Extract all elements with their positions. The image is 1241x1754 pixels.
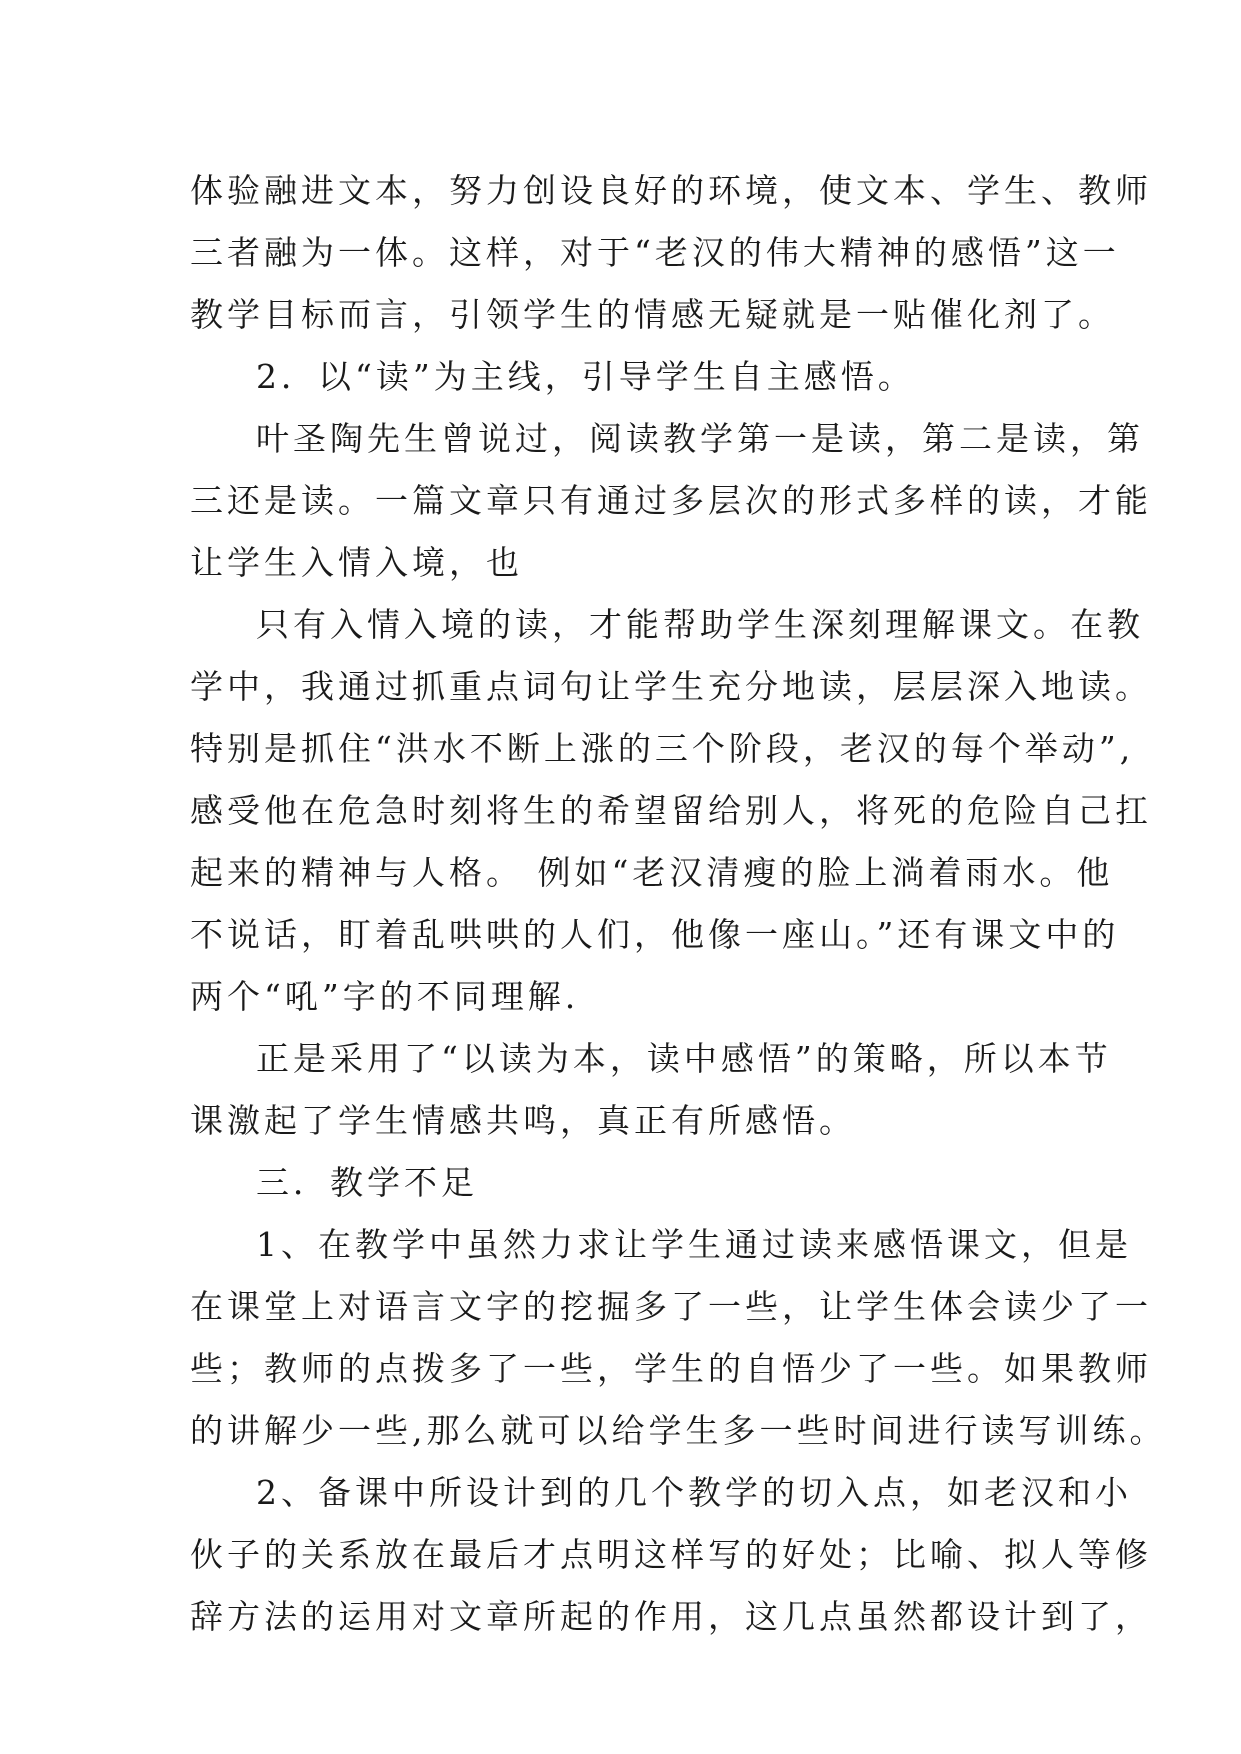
text-line: 两个“吼”字的不同理解. (190, 977, 580, 1016)
text-line: 2、备课中所设计到的几个教学的切入点，如老汉和小 (256, 1473, 1132, 1512)
text-line: 三者融为一体。这样，对于“老汉的伟大精神的感悟”这一 (190, 233, 1120, 272)
text-line: 体验融进文本，努力创设良好的环境，使文本、学生、教师 (190, 171, 1152, 210)
text-line: 些；教师的点拨多了一些，学生的自悟少了一些。如果教师 (190, 1349, 1152, 1388)
text-line: 三还是读。一篇文章只有通过多层次的形式多样的读，才能 (190, 481, 1152, 520)
text-line: 正是采用了“以读为本，读中感悟”的策略，所以本节 (256, 1039, 1112, 1078)
text-line: 不说话，盯着乱哄哄的人们，他像一座山。”还有课文中的 (190, 915, 1120, 954)
document-body (190, 160, 1167, 1648)
text-line: 教学目标而言，引领学生的情感无疑就是一贴催化剂了。 (190, 295, 1115, 334)
text-line: 叶圣陶先生曾说过，阅读教学第一是读，第二是读，第 (256, 419, 1144, 458)
text-line: 让学生入情入境，也 (190, 543, 523, 582)
text-line: 课激起了学生情感共鸣，真正有所感悟。 (190, 1101, 856, 1140)
text-line: 伙子的关系放在最后才点明这样写的好处；比喻、拟人等修 (190, 1535, 1152, 1574)
section-heading: 三．教学不足 (256, 1163, 478, 1202)
text-line: 在课堂上对语言文字的挖掘多了一些，让学生体会读少了一 (190, 1287, 1152, 1326)
text-line: 感受他在危急时刻将生的希望留给别人，将死的危险自己扛 (190, 791, 1152, 830)
section-heading: 2．以“读”为主线，引导学生自主感悟。 (256, 357, 915, 396)
text-line: 只有入情入境的读，才能帮助学生深刻理解课文。在教 (256, 605, 1144, 644)
text-line: 1、在教学中虽然力求让学生通过读来感悟课文，但是 (256, 1225, 1132, 1264)
text-line: 学中，我通过抓重点词句让学生充分地读，层层深入地读。 (190, 667, 1152, 706)
text-line: 的讲解少一些,那么就可以给学生多一些时间进行读写训练。 (190, 1411, 1167, 1450)
text-line: 起来的精神与人格。 例如“老汉清瘦的脸上淌着雨水。他 (190, 853, 1114, 892)
text-line: 辞方法的运用对文章所起的作用，这几点虽然都设计到了， (190, 1597, 1152, 1636)
text-line: 特别是抓住“洪水不断上涨的三个阶段，老汉的每个举动”, (190, 729, 1135, 768)
